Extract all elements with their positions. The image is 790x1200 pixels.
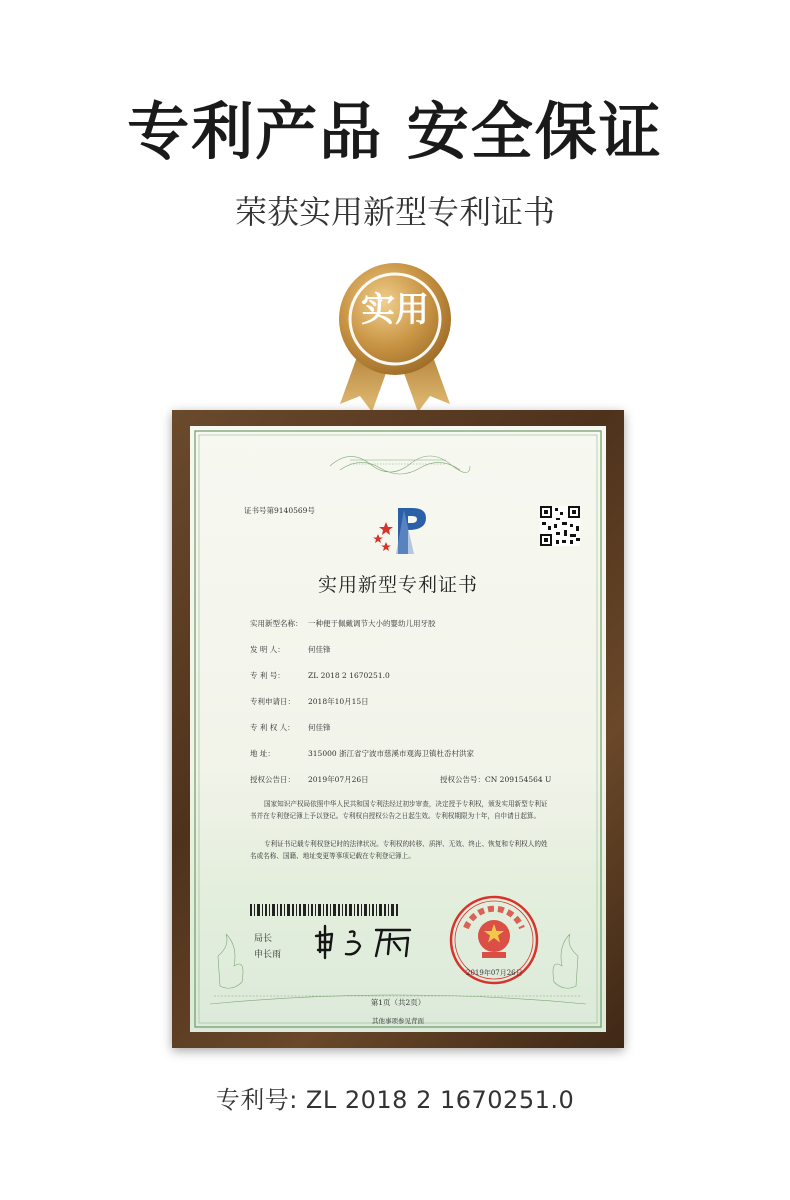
field-announce-number bbox=[440, 774, 551, 785]
footer-note: 其他事项参见背面 bbox=[372, 1017, 424, 1025]
field-value: 2018年10月15日 bbox=[308, 697, 369, 706]
certificate-paragraph-2: 专利证书记载专利权登记时的法律状况。专利权的转移、质押、无效、终止、恢复和专利权人的姓名或名称、国籍、地址变更等事项记载在专利登记簿上。 bbox=[250, 840, 548, 860]
field-value: 2019年07月26日 bbox=[308, 775, 369, 784]
field-label: 实用新型名称： bbox=[250, 619, 303, 628]
field-label: 专利申请日： bbox=[250, 697, 295, 706]
field-label: 授权公告号： bbox=[440, 775, 485, 784]
seal-date: 2019年07月26日 bbox=[466, 969, 523, 977]
cert-number: 证书号第9140569号 bbox=[244, 506, 315, 515]
field-utility-model-name bbox=[250, 618, 436, 629]
barcode-icon bbox=[250, 904, 400, 916]
certificate-paper bbox=[190, 426, 606, 1032]
field-value: 何佳锋 bbox=[308, 723, 331, 732]
field-address bbox=[250, 748, 474, 759]
director-name: 申长雨 bbox=[254, 950, 282, 960]
field-value: 315000 浙江省宁波市慈溪市观海卫镇杜岙村洪家 bbox=[308, 749, 475, 758]
field-label: 授权公告日： bbox=[250, 775, 295, 784]
handwritten-signature bbox=[310, 922, 420, 960]
patent-office-logo-icon bbox=[373, 508, 426, 554]
field-label: 专 利 权 人： bbox=[250, 723, 295, 732]
subheadline: 荣获实用新型专利证书 bbox=[234, 193, 555, 231]
certificate-frame bbox=[172, 410, 624, 1048]
field-patentee bbox=[250, 722, 331, 733]
field-label: 专 利 号： bbox=[250, 671, 285, 680]
medal-badge bbox=[332, 262, 458, 412]
field-value: 一种便于佩戴调节大小的婴幼儿用牙胶 bbox=[308, 619, 436, 628]
field-value: CN 209154564 U bbox=[485, 775, 552, 784]
field-label: 地 址： bbox=[250, 749, 275, 758]
certificate-paragraph-1: 国家知识产权局依照中华人民共和国专利法经过初步审查，决定授予专利权，颁发实用新型专利证书并在专利登记簿上予以登记。专利权自授权公告之日起生效。专利权期限为十年，自申请日起算。 bbox=[250, 800, 548, 820]
field-patent-number bbox=[250, 670, 390, 681]
headline: 专利产品 安全保证 bbox=[127, 95, 663, 168]
field-application-date bbox=[250, 696, 369, 707]
field-label: 发 明 人： bbox=[250, 645, 285, 654]
page-indicator: 第1页（共2页） bbox=[370, 998, 426, 1007]
medal-label: 实用 bbox=[361, 290, 429, 330]
qr-code-icon bbox=[540, 506, 580, 546]
director-label: 局长 bbox=[254, 934, 273, 944]
field-inventor bbox=[250, 644, 331, 655]
field-value: ZL 2018 2 1670251.0 bbox=[308, 671, 390, 680]
field-value: 何佳锋 bbox=[308, 645, 331, 654]
field-announce-date bbox=[250, 774, 369, 785]
patent-number-caption: 专利号: ZL 2018 2 1670251.0 bbox=[215, 1086, 575, 1114]
certificate-title: 实用新型专利证书 bbox=[317, 574, 478, 596]
